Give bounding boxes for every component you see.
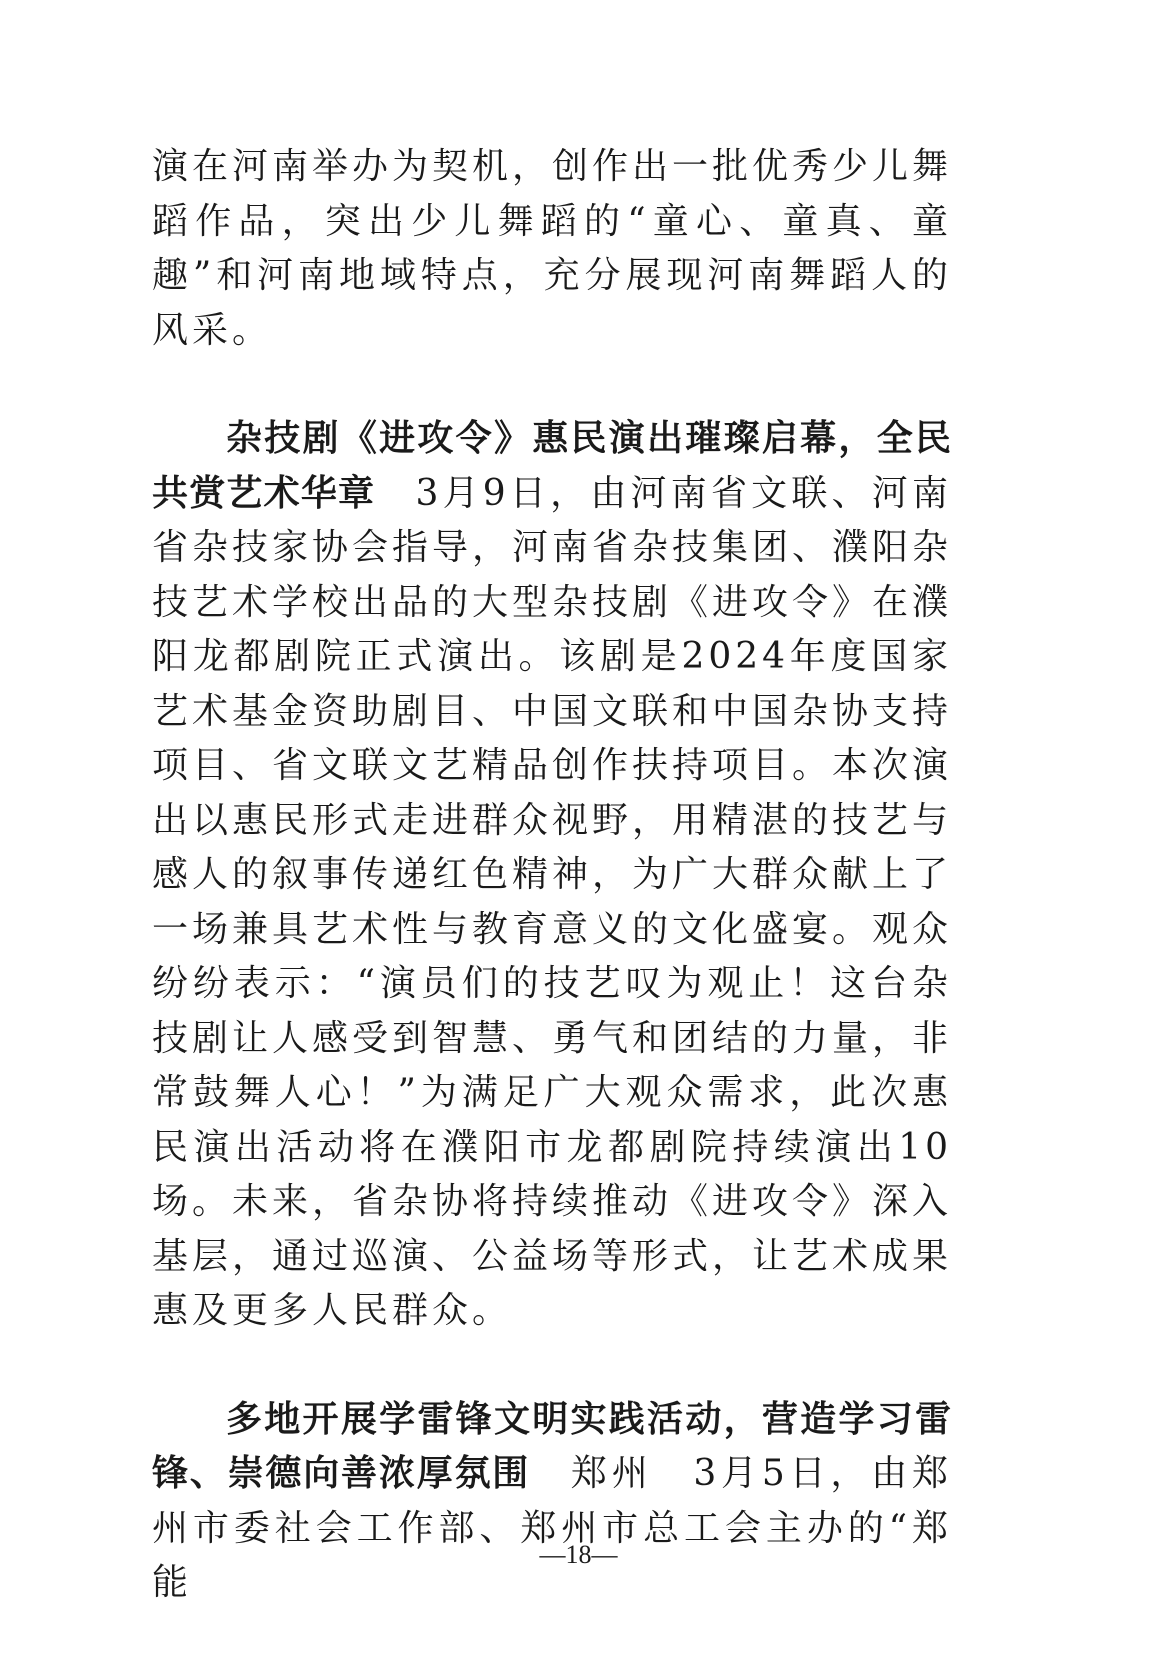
paragraph-body: 郑州 3月5日，由郑州市委社会工作部、郑州市总工会主办的“郑能 xyxy=(152,1453,952,1603)
news-headline: 杂技剧《进攻令》惠民演出璀璨启幕，全民共赏艺术华章 xyxy=(152,418,952,514)
paragraph-body: 演在河南举办为契机，创作出一批优秀少儿舞蹈作品，突出少儿舞蹈的“童心、童真、童趣”和河南地域特点，充分展现河南舞蹈人的风采。 xyxy=(152,146,953,351)
paragraph-acrobatics-drama xyxy=(152,412,952,1339)
paragraph-lei-feng xyxy=(152,1393,952,1611)
page-number: —18— xyxy=(539,1540,618,1569)
paragraph-continuation xyxy=(152,140,952,358)
paragraph-gap xyxy=(152,1339,952,1393)
paragraph-body: 3月9日，由河南省文联、河南省杂技家协会指导，河南省杂技集团、濮阳杂技艺术学校出品的大型杂技剧《进攻令》在濮阳龙都剧院正式演出。该剧是2024年度国家艺术基金资助剧目、中国文联和中国杂协支持项目、省文联文艺精品创作扶持项目。本次演出以惠民形式走进群众视野，用精湛的技艺与感人的叙事传递红色精神，为广大群众献上了一场兼具艺术性与教育意义的文化盛宴。观众纷纷表示：“演员们的技艺叹为观止！这台杂技剧让人感受到智慧、勇气和团结的力量，非常鼓舞人心！”为满足广大观众需求，此次惠民演出活动将在濮阳市龙都剧院持续演出10场。未来，省杂协将持续推动《进攻令》深入基层，通过巡演、公益场等形式，让艺术成果惠及更多人民群众。 xyxy=(152,472,953,1331)
news-headline: 多地开展学雷锋文明实践活动，营造学习雷锋、崇德向善浓厚氛围 xyxy=(152,1398,952,1494)
document-page xyxy=(152,140,952,1611)
paragraph-gap xyxy=(152,358,952,412)
